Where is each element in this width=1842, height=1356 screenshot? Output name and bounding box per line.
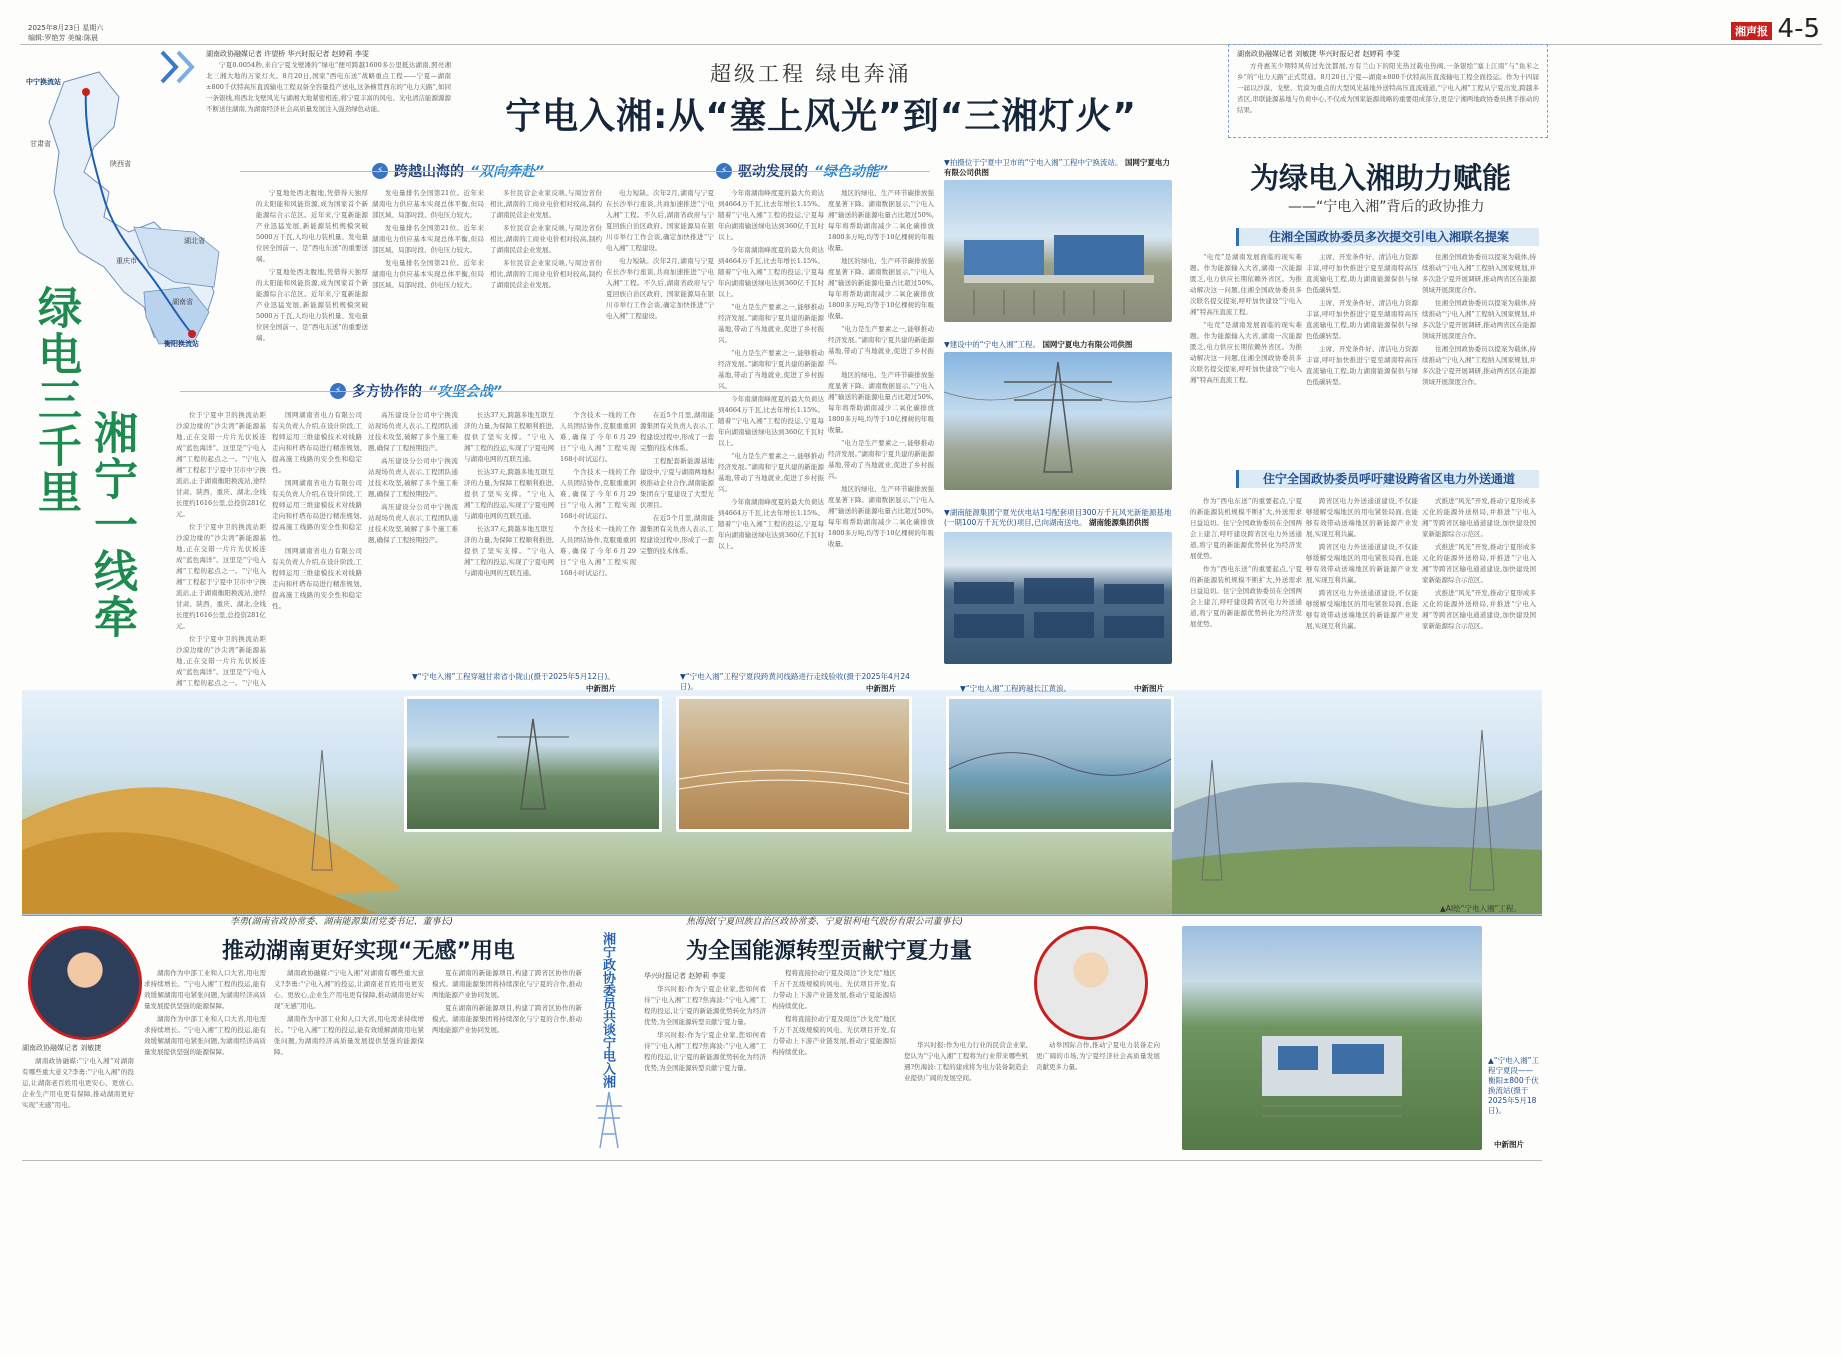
body-col-6: 地区的绿电、生产环节碳排放强度显著下降。湖南数据显示,“宁电入湘”输送的新能源电量占比超过50%,每年将帮助湖南减少二氧化碳排放1800多万吨,均等于10亿棵树的年吸收量。 地区的绿电、生产环节碳排放强度显著下降。湖南数据显示,“宁电入湘”输送的新能源电量占比超过50%,每年将帮助湖南减少二氧化碳排放1800多万吨,均等于10亿棵树的年吸收量。 “电力是生产要素之一,能够推动经济发展。”湖南和宁夏共建的新能源基地,带动了当地就业,促进了乡村振兴。 地区的绿电、生产环节碳排放强度显著下降。湖南数据显示,“宁电入湘”输送的新能源电量占比超过50%,每年将帮助湖南减少二氧化碳排放1800多万吨,均等于10亿棵树的年吸收量。 “电力是生产要素之一,能够推动经济发展。”湖南和宁夏共建的新能源基地,带动了当地就业,促进了乡村振兴。 地区的绿电、生产环节碳排放强度显著下降。湖南数据显示,“宁电入湘”输送的新能源电量占比超过50%,每年将帮助湖南减少二氧化碳排放1800多万吨,均等于10亿棵树的年吸收量。 [828, 189, 934, 548]
photo-hengyang-station [1182, 926, 1482, 1150]
interview-col-3: 夏在湖南的新能源项目,构建了跨省区协作的新模式。湖南能源集团将持续深化与宁夏的合作,推动两地能源产业协同发展。 夏在湖南的新能源项目,构建了跨省区协作的新模式。湖南能源集团将持续深化与宁夏的合作,推动两地能源产业协同发展。 [432, 969, 582, 1034]
body-col-10: 长达37天,跨越多地互联互济的力量,为保障工程顺利推进,提供了坚实支撑。“宁电入湘”工程的投运,实现了宁夏电网与湖南电网的互联互通。 长达37天,跨越多地互联互济的力量,为保障工程顺利推进,提供了坚实支撑。“宁电入湘”工程的投运,实现了宁夏电网与湖南电网的互联互通。 长达37天,跨越多地互联互济的力量,为保障工程顺利推进,提供了坚实支撑。“宁电入湘”工程的投运,实现了宁夏电网与湖南电网的互联互通。 [464, 411, 554, 577]
feature-title: 为绿电入湘助力赋能 [1250, 161, 1512, 195]
interview-col-2: 湖南政协融媒:“宁电入湘”对湖南有哪些重大意义?李勇:“宁电入湘”的投运,让湖南老百姓用电更安心、更放心,企业生产用电更有保障,推动湖南更好实现“无感”用电。 湖南作为中部工业和人口大省,用电需求持续增长。“宁电入湘”工程的投运,能有效缓解湖南用电紧张问题,为湖南经济高质量发展提供坚强的能源保障。 [274, 969, 424, 1056]
photo-5-caption: ▼“宁电入湘”工程宁夏段跨黄河线路进行走线验收(摄于2025年4月24日)。 [680, 672, 910, 691]
map-label-shaanxi: 陕西省 [110, 160, 131, 168]
byline-right: 湖南政协融媒记者 刘敏捷 华兴时报记者 赵婷莉 李雯 [1237, 50, 1400, 58]
photo-solar-field [944, 532, 1172, 664]
interview-col-7: 动举国际合作,推动宁夏电力装备走向更广阔的市场,为宁夏经济社会高质量发展贡献更多力量。 [1036, 1041, 1160, 1071]
photo-tower-construction [944, 352, 1172, 490]
station-aerial-graphic [1182, 926, 1482, 1150]
interview-left-byline: 湖南政协融媒记者 刘敏捷 [22, 1044, 102, 1052]
feature-col-4: 作为“西电东送”的重要起点,宁夏的新能源装机规模不断扩大,外送需求日益迫切。住宁全国政协委员在全国两会上建言,呼吁建设跨省区电力外送通道,将宁夏的新能源优势转化为经济发展优势。 作为“西电东送”的重要起点,宁夏的新能源装机规模不断扩大,外送需求日益迫切。住宁全国政协委员在全国两会上建言,呼吁建设跨省区电力外送通道,将宁夏的新能源优势转化为经济发展优势。 [1190, 497, 1302, 628]
brand-logo: 湘声报 [1731, 22, 1772, 40]
photo-4-caption: ▼“宁电入湘”工程穿越甘肃省小陇山(摄于2025年5月12日)。 [412, 672, 615, 681]
interview-col-6: 华兴时报:作为电力行业的民营企业家,您认为“宁电入湘”工程将为行业带来哪些机遇?焦海波:工程的建成将为电力装备制造企业提供广阔的发展空间。 [904, 1041, 1028, 1082]
feature-col-6: 式推进“风光”开发,推动宁夏形成多元化的能源外送格局,并推进“宁电入湘”等跨省区输电通道建设,加快建设国家新能源综合示范区。 式推进“风光”开发,推动宁夏形成多元化的能源外送格局,并推进“宁电入湘”等跨省区输电通道建设,加快建设国家新能源综合示范区。 式推进“风光”开发,推动宁夏形成多元化的能源外送格局,并推进“宁电入湘”等跨省区输电通道建设,加快建设国家新能源综合示范区。 [1422, 497, 1536, 630]
feature-subtitle: ——“宁电入湘”背后的政协推力 [1288, 199, 1485, 215]
body-col-4: 电力短缺。次年2月,湖南与宁夏在长沙举行座谈,共商加速推进“宁电入湘”工程。不久后,湖南省政府与宁夏回族自治区政府、国家能源局在银川市举行工作会谈,确定加快推进“宁电入湘”工程建设。 电力短缺。次年2月,湖南与宁夏在长沙举行座谈,共商加速推进“宁电入湘”工程。不久后,湖南省政府与宁夏回族自治区政府、国家能源局在银川市举行工作会谈,确定加快推进“宁电入湘”工程建设。 [606, 189, 714, 320]
calligraphy-left: 绿电三千里 [30, 285, 81, 515]
masthead-rule [20, 44, 1822, 45]
feature-bar-1: 住湘全国政协委员多次提交引电入湘联名提案 [1236, 228, 1539, 246]
solar-graphic [944, 532, 1172, 664]
yangtze-graphic [949, 699, 1171, 829]
body-col-2: 发电量排名全国第21位。近年来湖南电力供应基本实现总体平衡,但局部区域、局部时段、供电压力较大。 发电量排名全国第21位。近年来湖南电力供应基本实现总体平衡,但局部区域、局部时段、供电压力较大。 发电量排名全国第21位。近年来湖南电力供应基本实现总体平衡,但局部区域、局部时段、供电压力较大。 [372, 189, 484, 289]
interview-center-label: 湘宁政协委员共谈宁电入湘 [600, 932, 615, 1088]
map-label-hubei: 湖北省 [184, 237, 205, 245]
byline-left: 湖南政协融媒记者 许望桥 华兴时报记者 赵婷莉 李雯 [206, 50, 369, 58]
feature-col-3: 住湘全国政协委员以提案为载体,持续推动“宁电入湘”工程纳入国家规划,并多次赴宁夏开展调研,推动两省区在能源领域开展深度合作。 住湘全国政协委员以提案为载体,持续推动“宁电入湘”工程纳入国家规划,并多次赴宁夏开展调研,推动两省区在能源领域开展深度合作。 住湘全国政协委员以提案为载体,持续推动“宁电入湘”工程纳入国家规划,并多次赴宁夏开展调研,推动两省区在能源领域开展深度合作。 [1422, 253, 1536, 386]
lead-right: 方舟惠芙少期特风传过先沈都展,方有兰山下的阳光热过载电热阀,一条银绘“塞上江南”与“鱼米之乡”的“电力天路”正式贯通。8月20日,宁夏—湖南±800千伏特高压直流输电工程全面投运。作为十四届一届以沙漠、戈壁、荒漠为重点的大型风光基地外送特高压直流通道,“宁电入湘”工程从宁夏出发,跨越多省区,串联能源基地与负荷中心,不仅成为国家能源战略的重要组成部分,更是宁湘两地政协委员携手推动的结果。 [1237, 62, 1539, 114]
body-col-11: 个含技术一线的工作人员团结协作,克服重重困难,确保了今年6月29日“宁电入湘”工程实现168小时试运行。 个含技术一线的工作人员团结协作,克服重重困难,确保了今年6月29日“宁电入湘”工程实现168小时试运行。 个含技术一线的工作人员团结协作,克服重重困难,确保了今年6月29日“宁电入湘”工程实现168小时试运行。 [560, 411, 636, 577]
section-header-2: ⚡ 驱动发展的 “绿色动能” [716, 160, 888, 182]
body-col-1: 宁夏地处西北腹地,凭借得天独厚的太阳能和风能资源,成为国家首个新能源综合示范区。近年来,宁夏新能源产业迅猛发展,新能源装机规模突破5000万千瓦,人均电力装机量、发电量位居全国前一、是“西电东送”的重要送端。 宁夏地处西北腹地,凭借得天独厚的太阳能和风能资源,成为国家首个新能源综合示范区。近年来,宁夏新能源产业迅猛发展,新能源装机规模突破5000万千瓦,人均电力装机量、发电量位居全国前一、是“西电东送”的重要送端。 [256, 189, 368, 342]
interview-left-title: 推动湖南更好实现“无感”用电 [222, 939, 515, 964]
feature-col-2: 主席、开发条件好、清洁电力资源丰富,呼吁加快推进宁夏至湖南特高压直流输电工程,助力湖南能源保供与绿色低碳转型。 主席、开发条件好、清洁电力资源丰富,呼吁加快推进宁夏至湖南特高压直流输电工程,助力湖南能源保供与绿色低碳转型。 主席、开发条件好、清洁电力资源丰富,呼吁加快推进宁夏至湖南特高压直流输电工程,助力湖南能源保供与绿色低碳转型。 [1306, 253, 1418, 386]
page-number: 4-5 [1777, 14, 1820, 44]
body-col-8: 国网湖南省电力有限公司有关负责人介绍,在设计阶段,工程师运用三维建模技术对线路走向和杆塔布局进行精准规划,提高施工线路的安全性和稳定性。 国网湖南省电力有限公司有关负责人介绍,在设计阶段,工程师运用三维建模技术对线路走向和杆塔布局进行精准规划,提高施工线路的安全性和稳定性。 国网湖南省电力有限公司有关负责人介绍,在设计阶段,工程师运用三维建模技术对线路走向和杆塔布局进行精准规划,提高施工线路的安全性和稳定性。 [272, 411, 362, 610]
lightning-icon: ⚡ [372, 163, 388, 179]
body-col-12: 在近5个月里,湖南能源集团有关负责人表示,工程建设过程中,形成了一套完整的技术体系。 工程配套新能源基地建设中,宁夏与湖南两地积极推动企业合作,湖南能源集团在宁夏建设了大型光伏项目。 在近5个月里,湖南能源集团有关负责人表示,工程建设过程中,形成了一套完整的技术体系。 [640, 411, 714, 555]
river-graphic [679, 699, 909, 829]
calligraphy-right: 湘宁一线牵 [86, 410, 137, 640]
headline-kicker: 超级工程 绿电奔涌 [710, 62, 912, 86]
converter-station-graphic [944, 180, 1172, 322]
photo-4-credit: 中新图片 [586, 684, 616, 693]
interview-left-qa: 湖南政协融媒:“宁电入湘”对湖南有哪些重大意义?李勇:“宁电入湘”的投运,让湖南老百姓用电更安心、更放心,企业生产用电更有保障,推动湖南更好实现“无感”用电。 [22, 1057, 134, 1109]
photo-yellow-river [676, 696, 912, 832]
pylon-icon [592, 1090, 626, 1150]
issue-editors: 编辑:罗艳芳 美编:陈晨 [28, 34, 98, 42]
interview-right-byline: 华兴时报记者 赵婷莉 李雯 [644, 972, 726, 980]
photo-yangtze [946, 696, 1174, 832]
chevron-right-icon [160, 50, 200, 84]
photo-2-caption: ▼建设中的“宁电入湘”工程。 国网宁夏电力有限公司供图 [944, 340, 1133, 349]
photo-5-credit: 中新图片 [866, 684, 896, 693]
tower-graphic [944, 352, 1172, 490]
interview-left-person: 李勇(湖南省政协常委、湖南能源集团党委书记、董事长) [230, 917, 454, 927]
photo-xiaolongshan [404, 696, 662, 832]
photo-1-caption: ▼拍摄位于宁夏中卫市的“宁电入湘”工程中宁换流站。 国网宁夏电力有限公司供图 [944, 158, 1170, 177]
avatar-li-yong [28, 926, 142, 1040]
interview-rule [22, 914, 1542, 915]
lightning-icon: ⚡ [716, 163, 732, 179]
interview-col-5: 程将直接拉动宁夏及周边“沙戈荒”地区千万千瓦级规模的风电、光伏项目开发,有力带动上下游产业链发展,推动宁夏能源结构持续优化。 程将直接拉动宁夏及周边“沙戈荒”地区千万千瓦级规模的风电、光伏项目开发,有力带动上下游产业链发展,推动宁夏能源结构持续优化。 [772, 969, 896, 1056]
section-rule-1 [240, 171, 930, 172]
feature-col-1: “电荒”是湖南发展面临的现实难题。作为能源输入大省,湖南一次能源匮乏,电力供应长期依赖外省区。为推动解决这一问题,住湘全国政协委员多次联名提交提案,呼吁加快建设“宁电入湘”特高压直流工程。 “电荒”是湖南发展面临的现实难题。作为能源输入大省,湖南一次能源匮乏,电力供应长期依赖外省区。为推动解决这一问题,住湘全国政协委员多次联名提交提案,呼吁加快建设“宁电入湘”特高压直流工程。 [1190, 253, 1302, 384]
photo-7-credit: 中新图片 [1494, 1140, 1524, 1149]
lead-right-box [1228, 44, 1548, 138]
lead-left: 宁夏0.0054秒,来自宁夏戈壁滩的“绿电”便可跨越1600多公里抵达湖南,照亮湘北三湘大地的万家灯火。8月20日,国家“西电东送”战略重点工程——宁夏—湖南±800千伏特高压直流输电工程双备全容量投产送电,这条横贯西东的“电力天路”,如同一条银线,将西北戈壁风光与湖湘大地紧密相连,将宁夏丰富的风电、光电清洁能源源源不断送往湖南,为湖南经济社会高质量发展注入强劲绿色动能。 [206, 61, 451, 113]
map-label-zhongning: 中宁换流站 [26, 78, 61, 86]
photo-converter-station [944, 180, 1172, 322]
interview-right-title: 为全国能源转型贡献宁夏力量 [686, 939, 973, 964]
avatar-jiao-haibo [1034, 926, 1148, 1040]
map-label-chongqing: 重庆市 [116, 257, 137, 265]
interview-col-1: 湖南作为中部工业和人口大省,用电需求持续增长。“宁电入湘”工程的投运,能有效缓解湖南用电紧张问题,为湖南经济高质量发展提供坚强的能源保障。 湖南作为中部工业和人口大省,用电需求持续增长。“宁电入湘”工程的投运,能有效缓解湖南用电紧张问题,为湖南经济高质量发展提供坚强的能源保障。 [144, 969, 266, 1056]
section-header-1: ⚡ 跨越山海的 “双向奔赴” [372, 160, 544, 182]
photo-7-caption: ▲“宁电入湘”工程宁夏段——衡阳±800千伏换流站(摄于2025年5月18日)。 [1488, 1056, 1540, 1115]
feature-col-5: 跨省区电力外送通道建设,不仅能够缓解受端地区的用电紧张局面,也能够有效带动送端地区的新能源产业发展,实现互利共赢。 跨省区电力外送通道建设,不仅能够缓解受端地区的用电紧张局面,也能够有效带动送端地区的新能源产业发展,实现互利共赢。 跨省区电力外送通道建设,不仅能够缓解受端地区的用电紧张局面,也能够有效带动送端地区的新能源产业发展,实现互利共赢。 [1306, 497, 1418, 630]
headline-title: 宁电入湘:从“塞上风光”到“三湘灯火” [505, 96, 1138, 137]
lightning-icon: ⚡ [330, 383, 346, 399]
map-label-hunan: 湖南省 [172, 298, 193, 306]
feature-bar-2: 住宁全国政协委员呼吁建设跨省区电力外送通道 [1236, 470, 1539, 488]
ai-caption: ▲AI绘“宁电入湘”工程。 [1440, 904, 1521, 913]
issue-date: 2025年8月23日 星期六 [28, 24, 104, 32]
photo-3-caption: ▼湖南能源集团宁夏光伏电站1号配套项目300万千瓦风光新能源基地(一期100万千瓦光伏)项目,已向湖南送电。 湖南能源集团供图 [944, 508, 1172, 527]
interview-right-person: 焦海波(宁夏回族自治区政协常委、宁夏银利电气股份有限公司董事长) [686, 917, 964, 927]
body-col-3: 多位民营企业家反映,与周边省份相比,湖南的工商业电价相对较高,制约了湖南民营企业发展。 多位民营企业家反映,与周边省份相比,湖南的工商业电价相对较高,制约了湖南民营企业发展。 多位民营企业家反映,与周边省份相比,湖南的工商业电价相对较高,制约了湖南民营企业发展。 [490, 189, 602, 289]
photo-6-credit: 中新图片 [1134, 684, 1164, 693]
body-col-9: 高压建设分公司中宁换流站现场负责人表示,工程团队通过技术攻坚,破解了多个施工难题,确保了工程按期投产。 高压建设分公司中宁换流站现场负责人表示,工程团队通过技术攻坚,破解了多个施工难题,确保了工程按期投产。 高压建设分公司中宁换流站现场负责人表示,工程团队通过技术攻坚,破解了多个施工难题,确保了工程按期投产。 [368, 411, 458, 544]
map-label-hengyang: 衡阳换流站 [164, 340, 199, 348]
section-header-3: ⚡ 多方协作的 “攻坚会战” [330, 380, 502, 402]
mountain-tower-graphic [407, 699, 659, 829]
body-col-5: 今年南湖南峰度夏的最大负荷达到4664万千瓦,比去年增长1.15%。随着“宁电入湘”工程的投运,宁夏每年向湖南输送绿电达到360亿千瓦时以上。 今年南湖南峰度夏的最大负荷达到4664万千瓦,比去年增长1.15%。随着“宁电入湘”工程的投运,宁夏每年向湖南输送绿电达到360亿千瓦时以上。 “电力是生产要素之一,能够推动经济发展。”湖南和宁夏共建的新能源基地,带动了当地就业,促进了乡村振兴。 “电力是生产要素之一,能够推动经济发展。”湖南和宁夏共建的新能源基地,带动了当地就业,促进了乡村振兴。 今年南湖南峰度夏的最大负荷达到4664万千瓦,比去年增长1.15%。随着“宁电入湘”工程的投运,宁夏每年向湖南输送绿电达到360亿千瓦时以上。 “电力是生产要素之一,能够推动经济发展。”湖南和宁夏共建的新能源基地,带动了当地就业,促进了乡村振兴。 今年南湖南峰度夏的最大负荷达到4664万千瓦,比去年增长1.15%。随着“宁电入湘”工程的投运,宁夏每年向湖南输送绿电达到360亿千瓦时以上。 [718, 189, 824, 550]
photo-6-caption: ▼“宁电入湘”工程跨越长江黄浪。 [960, 684, 1072, 693]
body-col-7: 位于宁夏中卫的换流站距沙漠边缘的“沙尖湾”新能源基地,正在交错一片片光伏板连成“蓝色海洋”。这里是“宁电入湘”工程的起点之一。“宁电入湘”工程起于宁夏中卫市中宁换流站,止于湖南衡阳换流站,途经甘肃、陕西、重庆、湖北,全线长度约1616公里,总投资281亿元。 位于宁夏中卫的换流站距沙漠边缘的“沙尖湾”新能源基地,正在交错一片片光伏板连成“蓝色海洋”。这里是“宁电入湘”工程的起点之一。“宁电入湘”工程起于宁夏中卫市中宁换流站,止于湖南衡阳换流站,途经甘肃、陕西、重庆、湖北,全线长度约1616公里,总投资281亿元。 位于宁夏中卫的换流站距沙漠边缘的“沙尖湾”新能源基地,正在交错一片片光伏板连成“蓝色海洋”。这里是“宁电入湘”工程的起点之一。“宁电入 [176, 411, 266, 687]
interview-col-4: 华兴时报:作为宁夏企业家,您如何看待“宁电入湘”工程?焦海波:“宁电入湘”工程的投运,让宁夏的新能源优势转化为经济优势,为全国能源转型贡献宁夏力量。 华兴时报:作为宁夏企业家,您如何看待“宁电入湘”工程?焦海波:“宁电入湘”工程的投运,让宁夏的新能源优势转化为经济优势,为全国能源转型贡献宁夏力量。 [644, 985, 766, 1072]
footer-rule [22, 1160, 1542, 1161]
map-label-gansu: 甘肃省 [30, 140, 51, 148]
